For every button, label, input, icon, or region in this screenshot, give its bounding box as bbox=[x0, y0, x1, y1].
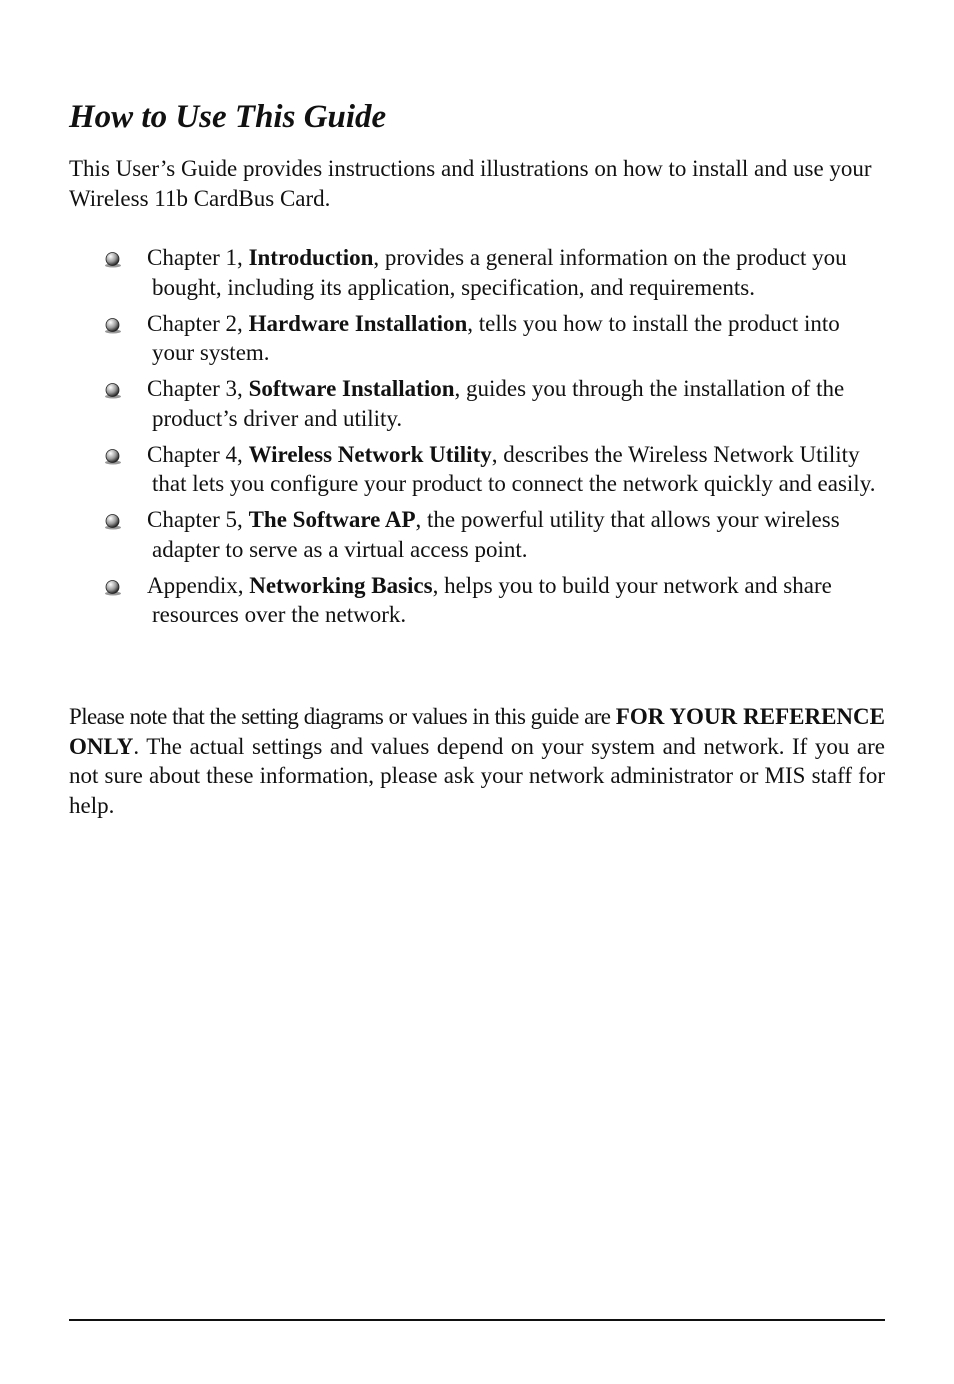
chapter-lead: Appendix, bbox=[147, 572, 250, 598]
footer-rule bbox=[69, 1319, 885, 1321]
chapter-lead: Chapter 1, bbox=[147, 245, 249, 270]
sphere-bullet-icon bbox=[104, 251, 122, 268]
chapter-description: , the powerful utility that allows your wireless adapter to serve as a virtual access point. bbox=[152, 507, 840, 562]
chapter-name: Networking Basics bbox=[249, 572, 433, 598]
chapter-description: , describes the Wireless Network Utility that lets you configure your product to connect the network quickly and easily. bbox=[152, 441, 876, 496]
note-text-rest: . The actual settings and values depend on your system and network. If you are not sure about these information, please ask your network administrator or MIS staff for help. bbox=[69, 733, 885, 818]
chapter-name: Hardware Installation bbox=[248, 310, 468, 336]
chapter-name: Introduction bbox=[248, 245, 374, 270]
chapter-description: , provides a general information on the product you bought, including its application, specification, and requirements. bbox=[152, 245, 847, 300]
chapter-lead: Chapter 2, bbox=[147, 310, 249, 336]
list-item bbox=[69, 309, 885, 368]
chapter-name: Wireless Network Utility bbox=[248, 441, 492, 467]
intro-paragraph: This User’s Guide provides instructions and illustrations on how to install and use your Wireless 11b CardBus Card. bbox=[69, 156, 872, 211]
list-item bbox=[69, 374, 885, 433]
chapter-lead: Chapter 3, bbox=[147, 376, 249, 401]
chapter-name: The Software AP bbox=[248, 507, 416, 532]
list-item bbox=[69, 440, 885, 499]
chapter-lead: Chapter 4, bbox=[147, 441, 249, 467]
note-text: Please note that the setting diagrams or values in this guide are bbox=[69, 704, 616, 729]
sphere-bullet-icon bbox=[104, 382, 122, 399]
sphere-bullet-icon bbox=[104, 317, 122, 334]
list-item bbox=[69, 571, 885, 630]
note-emphasis: FOR YOUR REFERENCE ONLY bbox=[69, 704, 885, 759]
chapter-lead: Chapter 5, bbox=[147, 507, 249, 532]
reference-note bbox=[69, 702, 885, 820]
chapter-description: , tells you how to install the product into your system. bbox=[152, 310, 840, 365]
chapter-description: , guides you through the installation of the product’s driver and utility. bbox=[152, 376, 845, 431]
chapter-description: , helps you to build your network and share resources over the network. bbox=[152, 572, 832, 627]
chapter-list bbox=[69, 243, 885, 636]
page-title: How to Use This Guide bbox=[69, 99, 387, 135]
list-item bbox=[69, 243, 885, 302]
list-item bbox=[69, 505, 885, 564]
sphere-bullet-icon bbox=[104, 579, 122, 596]
sphere-bullet-icon bbox=[104, 513, 122, 530]
sphere-bullet-icon bbox=[104, 448, 122, 465]
chapter-name: Software Installation bbox=[248, 376, 455, 401]
